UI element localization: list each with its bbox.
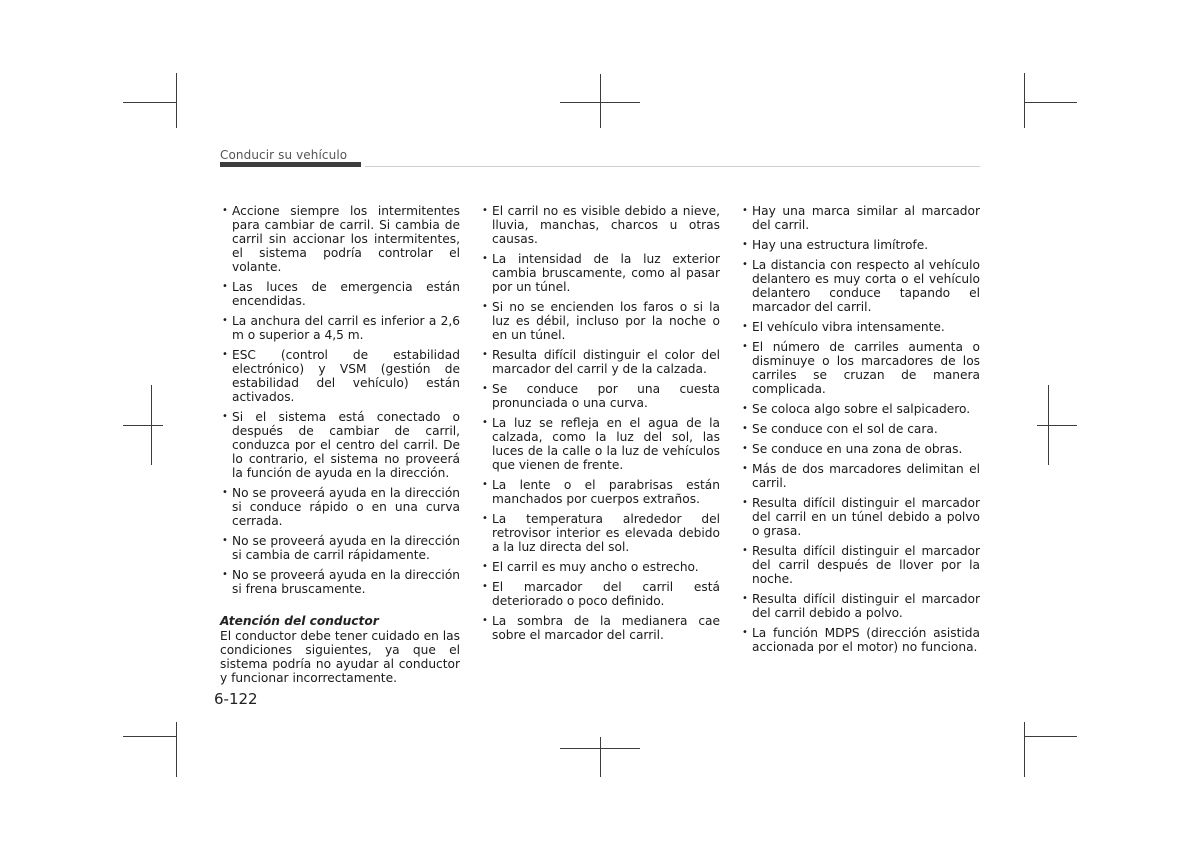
bullet-list — [740, 204, 980, 654]
list-item: • Se coloca algo sobre el salpicadero. — [742, 402, 971, 416]
list-item: • Se conduce en una zona de obras. — [742, 442, 963, 456]
bullet-icon: • — [222, 569, 228, 580]
bullet-icon: • — [482, 479, 488, 490]
list-item: • El número de carriles aumenta o disminuye o los marcadores de los carriles se cruzan de manera complicada. — [742, 340, 980, 396]
bullet-icon: • — [742, 627, 748, 638]
list-item: • La temperatura alrededor del retrovisor interior es elevada debido a la luz directa del sol. — [482, 512, 720, 554]
list-item: • Resulta difícil distinguir el marcador del carril en un túnel debido a polvo o grasa. — [742, 496, 980, 538]
bullet-icon: • — [742, 593, 748, 604]
bullet-icon: • — [742, 497, 748, 508]
header-rule-thick — [220, 162, 361, 167]
bullet-icon: • — [222, 281, 228, 292]
list-item: • ESC (control de estabilidad electrónico) y VSM (gestión de estabilidad del vehículo) están activados. — [222, 348, 460, 404]
list-item: • Resulta difícil distinguir el color del marcador del carril y de la calzada. — [482, 348, 720, 376]
list-item: • No se proveerá ayuda en la dirección si cambia de carril rápidamente. — [222, 534, 460, 562]
bullet-icon: • — [742, 463, 748, 474]
list-item: • Las luces de emergencia están encendidas. — [222, 280, 460, 308]
bullet-icon: • — [742, 423, 748, 434]
list-item: • La intensidad de la luz exterior cambia bruscamente, como al pasar por un túnel. — [482, 252, 720, 294]
bullet-icon: • — [482, 383, 488, 394]
bullet-icon: • — [742, 443, 748, 454]
bullet-icon: • — [742, 205, 748, 216]
page-number: 6-122 — [214, 690, 258, 708]
list-item: • Accione siempre los intermitentes para cambiar de carril. Si cambia de carril sin accionar los intermitentes, el sistema podría controlar el volante. — [222, 204, 460, 274]
list-item: • La sombra de la medianera cae sobre el marcador del carril. — [482, 614, 720, 642]
bullet-icon: • — [222, 315, 228, 326]
bullet-icon: • — [482, 581, 488, 592]
bullet-icon: • — [222, 411, 228, 422]
bullet-icon: • — [742, 341, 748, 352]
list-item: • Si el sistema está conectado o después de cambiar de carril, conduzca por el centro del carril. De lo contrario, el sistema no proveerá la función de ayuda en la dirección. — [222, 410, 460, 480]
bullet-icon: • — [482, 615, 488, 626]
list-item: • Se conduce con el sol de cara. — [742, 422, 938, 436]
list-item: • Hay una marca similar al marcador del carril. — [742, 204, 980, 232]
bullet-icon: • — [482, 301, 488, 312]
bullet-icon: • — [482, 253, 488, 264]
body-paragraph: El conductor debe tener cuidado en las condiciones siguientes, ya que el sistema podría no ayudar al conductor y funcionar incorrectamente. — [220, 629, 460, 685]
bullet-list — [480, 204, 720, 642]
list-item: • El carril no es visible debido a nieve, lluvia, manchas, charcos u otras causas. — [482, 204, 720, 246]
subheading: Atención del conductor — [220, 614, 379, 628]
bullet-icon: • — [482, 561, 488, 572]
column-2 — [480, 204, 720, 648]
list-item: • El carril es muy ancho o estrecho. — [482, 560, 699, 574]
bullet-icon: • — [482, 513, 488, 524]
list-item: • Resulta difícil distinguir el marcador del carril debido a polvo. — [742, 592, 980, 620]
bullet-icon: • — [482, 417, 488, 428]
list-item: • La lente o el parabrisas están manchados por cuerpos extraños. — [482, 478, 720, 506]
list-item: • Se conduce por una cuesta pronunciada o una curva. — [482, 382, 720, 410]
list-item: • No se proveerá ayuda en la dirección si conduce rápido o en una curva cerrada. — [222, 486, 460, 528]
list-item: • No se proveerá ayuda en la dirección si frena bruscamente. — [222, 568, 460, 596]
bullet-icon: • — [742, 545, 748, 556]
header-rule-thin — [365, 166, 980, 167]
bullet-icon: • — [222, 535, 228, 546]
bullet-icon: • — [742, 259, 748, 270]
list-item: • Resulta difícil distinguir el marcador del carril después de llover por la noche. — [742, 544, 980, 586]
bullet-icon: • — [742, 239, 748, 250]
bullet-icon: • — [742, 321, 748, 332]
list-item: • La distancia con respecto al vehículo delantero es muy corta o el vehículo delantero conduce tapando el marcador del carril. — [742, 258, 980, 314]
list-item: • El marcador del carril está deteriorado o poco definido. — [482, 580, 720, 608]
column-1 — [220, 204, 460, 685]
bullet-icon: • — [222, 487, 228, 498]
bullet-list — [220, 204, 460, 596]
list-item: • Hay una estructura limítrofe. — [742, 238, 929, 252]
list-item: • Más de dos marcadores delimitan el carril. — [742, 462, 980, 490]
list-item: • La función MDPS (dirección asistida accionada por el motor) no funciona. — [742, 626, 980, 654]
bullet-icon: • — [222, 349, 228, 360]
list-item: • Si no se encienden los faros o si la luz es débil, incluso por la noche o en un túnel. — [482, 300, 720, 342]
section-title: Conducir su vehículo — [220, 148, 348, 162]
bullet-icon: • — [742, 403, 748, 414]
list-item: • El vehículo vibra intensamente. — [742, 320, 945, 334]
list-item: • La anchura del carril es inferior a 2,6 m o superior a 4,5 m. — [222, 314, 460, 342]
bullet-icon: • — [222, 205, 228, 216]
list-item: • La luz se refleja en el agua de la calzada, como la luz del sol, las luces de la calle o la luz de vehículos que vienen de frente. — [482, 416, 720, 472]
bullet-icon: • — [482, 349, 488, 360]
bullet-icon: • — [482, 205, 488, 216]
column-3 — [740, 204, 980, 660]
